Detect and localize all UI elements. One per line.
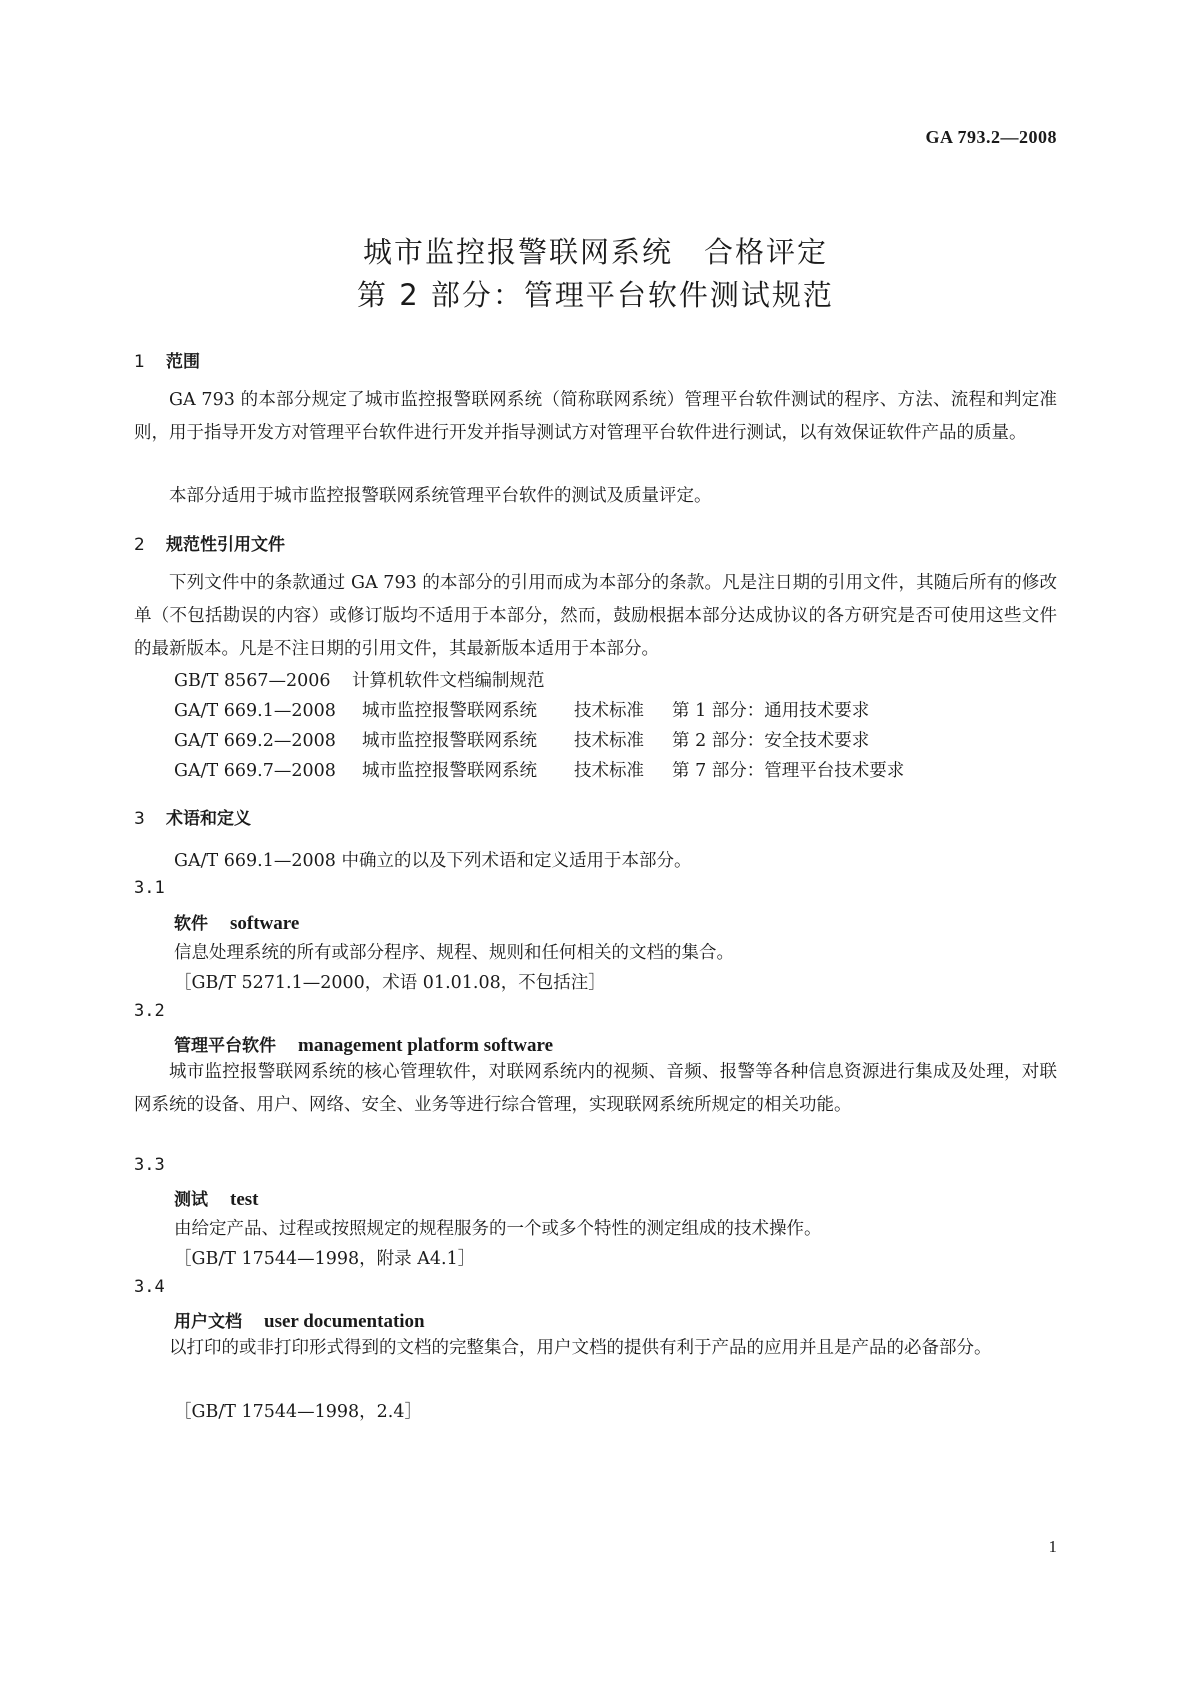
term-number: 3.1: [134, 878, 165, 898]
term-en: user documentation: [264, 1311, 425, 1332]
reference-code: GA/T 669.1—2008: [174, 701, 336, 721]
section-number: 2: [134, 535, 145, 555]
document-code: GA 793.2—2008: [925, 127, 1057, 147]
section-1-heading: [134, 347, 200, 372]
term-zh: 管理平台软件: [174, 1036, 276, 1056]
term-zh: 用户文档: [174, 1312, 242, 1332]
section-title: 范围: [166, 352, 200, 372]
term-heading: [174, 909, 299, 935]
term-source: ［GB/T 17544—1998，2.4］: [174, 1402, 423, 1422]
section-1-paragraph-1: GA 793 的本部分规定了城市监控报警联网系统（简称联网系统）管理平台软件测试的程序、方法、流程和判定准则，用于指导开发方对管理平台软件进行开发并指导测试方对管理平台软件进行测试，以有效保证软件产品的质量。: [134, 390, 1057, 443]
term-heading: [174, 1031, 553, 1057]
reference-item: [174, 727, 869, 752]
document-title-line-2: 第 2 部分：管理平台软件测试规范: [357, 278, 834, 312]
section-3-intro: GA/T 669.1—2008 中确立的以及下列术语和定义适用于本部分。: [174, 851, 692, 871]
page-number: 1: [1048, 1537, 1057, 1556]
term-en: software: [230, 913, 300, 934]
section-number: 3: [134, 809, 145, 829]
term-heading: [174, 1185, 258, 1211]
reference-title-c: 第 1 部分：通用技术要求: [672, 701, 870, 721]
term-definition: 由给定产品、过程或按照规定的规程服务的一个或多个特性的测定组成的技术操作。: [174, 1219, 822, 1239]
reference-title-a: 城市监控报警联网系统: [362, 761, 537, 781]
reference-title-b: 技术标准: [574, 761, 644, 781]
term-definition: 信息处理系统的所有或部分程序、规程、规则和任何相关的文档的集合。: [174, 943, 734, 963]
reference-code: GB/T 8567—2006: [174, 671, 331, 691]
reference-title-c: 第 7 部分：管理平台技术要求: [672, 761, 905, 781]
term-number: 3.4: [134, 1277, 165, 1297]
term-en: management platform software: [298, 1035, 554, 1056]
term-definition: 以打印的或非打印形式得到的文档的完整集合，用户文档的提供有利于产品的应用并且是产品的必备部分。: [169, 1338, 992, 1358]
term-source: ［GB/T 17544—1998，附录 A4.1］: [174, 1249, 476, 1269]
section-3-heading: [134, 804, 251, 829]
section-2-paragraph-1: 下列文件中的条款通过 GA 793 的本部分的引用而成为本部分的条款。凡是注日期的引用文件，其随后所有的修改单（不包括勘误的内容）或修订版均不适用于本部分，然而，鼓励根据本部分达成协议的各方研究是否可使用这些文件的最新版本。凡是不注日期的引用文件，其最新版本适用于本部分。: [134, 573, 1057, 659]
reference-title: 计算机软件文档编制规范: [352, 671, 545, 691]
term-source: ［GB/T 5271.1—2000，术语 01.01.08，不包括注］: [174, 973, 606, 993]
reference-item: [174, 667, 545, 692]
reference-item: [174, 697, 869, 722]
document-title-line-1: 城市监控报警联网系统 合格评定: [362, 235, 828, 269]
reference-title-a: 城市监控报警联网系统: [362, 701, 537, 721]
term-heading: [174, 1307, 425, 1333]
term-definition: 城市监控报警联网系统的核心管理软件，对联网系统内的视频、音频、报警等各种信息资源进行集成及处理，对联网系统的设备、用户、网络、安全、业务等进行综合管理，实现联网系统所规定的相关功能。: [134, 1062, 1057, 1115]
term-number: 3.3: [134, 1155, 165, 1175]
reference-title-a: 城市监控报警联网系统: [362, 731, 537, 751]
section-1-paragraph-2: 本部分适用于城市监控报警联网系统管理平台软件的测试及质量评定。: [169, 486, 712, 506]
term-en: test: [230, 1189, 259, 1210]
term-number: 3.2: [134, 1001, 165, 1021]
section-2-heading: [134, 530, 285, 555]
reference-title-b: 技术标准: [574, 731, 644, 751]
reference-title-b: 技术标准: [574, 701, 644, 721]
reference-code: GA/T 669.7—2008: [174, 761, 336, 781]
term-zh: 软件: [174, 914, 208, 934]
term-zh: 测试: [174, 1190, 208, 1210]
section-title: 规范性引用文件: [166, 535, 285, 555]
section-number: 1: [134, 352, 145, 372]
reference-item: [174, 757, 904, 782]
reference-title-c: 第 2 部分：安全技术要求: [672, 731, 870, 751]
reference-code: GA/T 669.2—2008: [174, 731, 336, 751]
section-title: 术语和定义: [166, 809, 251, 829]
